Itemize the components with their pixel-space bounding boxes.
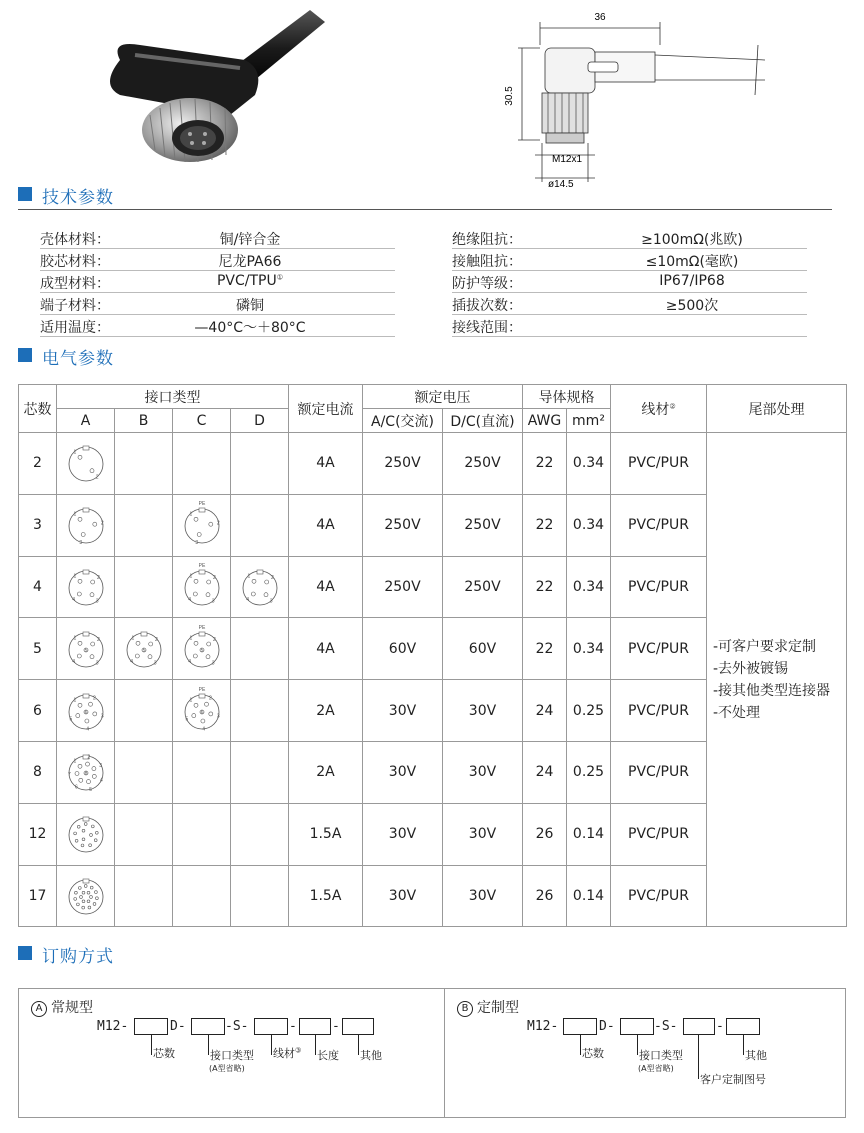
awg-cell: 24	[523, 741, 567, 803]
interface-b-cell	[115, 433, 173, 495]
tech-row: 绝缘阻抗： ≥100mΩ(兆欧)	[452, 227, 807, 249]
awg-cell: 22	[523, 556, 567, 618]
header-awg: AWG	[523, 409, 567, 433]
svg-text:1: 1	[73, 573, 76, 580]
header-d: D	[231, 409, 289, 433]
cores-cell: 4	[19, 556, 57, 618]
dim-thread-label: M12x1	[552, 154, 583, 165]
std-interface-box	[191, 1018, 225, 1035]
standard-title: A 常规型	[31, 997, 93, 1017]
tail-option: -去外被镀锡	[713, 660, 789, 677]
svg-text:1: 1	[189, 635, 192, 642]
tech-section-title: 技术参数	[42, 188, 114, 208]
dim-height-label: 30.5	[504, 86, 515, 106]
pinout-diagram-3-C	[175, 498, 229, 552]
svg-text:3: 3	[216, 713, 220, 720]
svg-text:2: 2	[216, 520, 220, 527]
svg-text:2: 2	[92, 695, 96, 702]
header-current: 额定电流	[289, 385, 363, 433]
std-wire-box	[254, 1018, 288, 1035]
dim-diameter-label: ø14.5	[548, 179, 574, 190]
cus-s: -S-	[654, 1019, 678, 1034]
svg-text:2: 2	[96, 636, 100, 643]
interface-d-cell	[231, 556, 289, 618]
current-cell: 4A	[289, 494, 363, 556]
cus-dash: -	[716, 1019, 724, 1034]
svg-text:4: 4	[99, 777, 103, 784]
cores-cell: 5	[19, 618, 57, 680]
header-voltage: 额定电压	[363, 385, 523, 409]
tech-row: 插拔次数： ≥500次	[452, 293, 807, 315]
std-d: D-	[170, 1019, 186, 1034]
section-marker	[18, 187, 32, 201]
section-marker	[18, 946, 32, 960]
wire-cell: PVC/PUR	[611, 741, 707, 803]
dc-voltage-cell: 30V	[443, 680, 523, 742]
interface-c-cell	[173, 803, 231, 865]
svg-text:2: 2	[212, 636, 216, 643]
order-section-heading	[18, 942, 832, 967]
svg-text:3: 3	[211, 598, 214, 605]
interface-d-cell	[231, 433, 289, 495]
tech-row: 胶芯材料： 尼龙PA66	[40, 249, 395, 271]
wire-cell: PVC/PUR	[611, 803, 707, 865]
interface-d-cell	[231, 865, 289, 927]
cus-interface-label: 接口类型	[639, 1049, 683, 1062]
interface-c-cell	[173, 433, 231, 495]
header-c: C	[173, 409, 231, 433]
cus-interface-box	[620, 1018, 654, 1035]
dim-width-label: 36	[594, 12, 606, 23]
interface-a-cell	[57, 741, 115, 803]
ac-voltage-cell: 30V	[363, 803, 443, 865]
svg-text:PE: PE	[198, 624, 205, 631]
std-cores-label: 芯数	[153, 1047, 175, 1060]
pinout-diagram-6-C	[175, 684, 229, 738]
elec-section-title: 电气参数	[42, 349, 114, 369]
awg-cell: 26	[523, 865, 567, 927]
interface-c-cell	[173, 680, 231, 742]
interface-d-cell	[231, 680, 289, 742]
mm2-cell: 0.34	[567, 433, 611, 495]
tech-section-heading	[18, 183, 832, 208]
interface-d-cell	[231, 494, 289, 556]
dc-voltage-cell: 250V	[443, 556, 523, 618]
svg-text:3: 3	[153, 660, 156, 667]
interface-d-cell	[231, 618, 289, 680]
current-cell: 4A	[289, 556, 363, 618]
svg-text:PE: PE	[198, 686, 205, 693]
awg-cell: 22	[523, 494, 567, 556]
svg-text:4: 4	[245, 597, 249, 604]
ac-voltage-cell: 30V	[363, 741, 443, 803]
ac-voltage-cell: 250V	[363, 433, 443, 495]
dc-voltage-cell: 30V	[443, 803, 523, 865]
svg-text:3: 3	[98, 763, 102, 770]
dc-voltage-cell: 30V	[443, 741, 523, 803]
svg-text:3: 3	[194, 539, 198, 546]
svg-text:1: 1	[73, 758, 76, 765]
svg-text:2: 2	[154, 636, 158, 643]
interface-d-cell	[231, 803, 289, 865]
header-dc: D/C(直流)	[443, 409, 523, 433]
cus-prefix: M12-	[527, 1019, 559, 1034]
wire-cell: PVC/PUR	[611, 433, 707, 495]
ac-voltage-cell: 60V	[363, 618, 443, 680]
svg-text:5: 5	[84, 647, 87, 654]
current-cell: 1.5A	[289, 803, 363, 865]
current-cell: 2A	[289, 680, 363, 742]
cus-cores-label: 芯数	[582, 1047, 604, 1060]
pinout-diagram-4-C	[175, 560, 229, 614]
std-dash: -	[289, 1019, 297, 1034]
tech-params-right	[452, 227, 807, 337]
awg-cell: 26	[523, 803, 567, 865]
interface-a-cell	[57, 865, 115, 927]
current-cell: 2A	[289, 741, 363, 803]
std-s: -S-	[225, 1019, 249, 1034]
mm2-cell: 0.25	[567, 741, 611, 803]
interface-b-cell	[115, 803, 173, 865]
current-cell: 4A	[289, 618, 363, 680]
section-rule	[18, 209, 832, 210]
ac-voltage-cell: 30V	[363, 680, 443, 742]
pinout-diagram-4-A	[59, 560, 113, 614]
tech-row: 适用温度： —40°C～＋80°C	[40, 315, 395, 337]
svg-text:4: 4	[85, 726, 89, 733]
interface-a-cell	[57, 618, 115, 680]
tech-row: 接触阻抗： ≤10mΩ(毫欧)	[452, 249, 807, 271]
svg-text:2: 2	[208, 695, 212, 702]
std-dash2: -	[332, 1019, 340, 1034]
dimension-drawing	[500, 0, 770, 190]
header-tail: 尾部处理	[707, 385, 847, 433]
svg-text:1: 1	[131, 635, 134, 642]
interface-b-cell	[115, 865, 173, 927]
std-length-box	[299, 1018, 331, 1035]
section-marker	[18, 348, 32, 362]
table-row	[19, 433, 847, 495]
pinout-diagram-5-C	[175, 622, 229, 676]
header-ac: A/C(交流)	[363, 409, 443, 433]
wire-cell: PVC/PUR	[611, 680, 707, 742]
interface-b-cell	[115, 494, 173, 556]
product-photo	[80, 0, 340, 175]
pinout-diagram-5-B	[117, 622, 171, 676]
interface-c-cell	[173, 618, 231, 680]
header-wire: 线材②	[611, 385, 707, 433]
tech-row: 端子材料： 磷铜	[40, 293, 395, 315]
std-length-label: 长度	[317, 1049, 339, 1062]
svg-text:8: 8	[84, 771, 87, 778]
cus-other-box	[726, 1018, 760, 1035]
svg-text:PE: PE	[198, 501, 205, 508]
std-other-label: 其他	[360, 1049, 382, 1062]
header-cores: 芯数	[19, 385, 57, 433]
std-prefix: M12-	[97, 1019, 129, 1034]
std-interface-label: 接口类型	[210, 1049, 254, 1062]
pinout-diagram-5-A	[59, 622, 113, 676]
interface-a-cell	[57, 556, 115, 618]
interface-b-cell	[115, 556, 173, 618]
ac-voltage-cell: 30V	[363, 865, 443, 927]
dc-voltage-cell: 60V	[443, 618, 523, 680]
svg-text:6: 6	[74, 784, 78, 791]
dc-voltage-cell: 250V	[443, 433, 523, 495]
tail-option: -接其他类型连接器	[713, 682, 831, 699]
cus-interface-note: (A型省略)	[638, 1064, 674, 1073]
svg-text:1: 1	[189, 511, 192, 518]
tech-row: 成型材料： PVC/TPU①	[40, 271, 395, 293]
tail-option: -不处理	[713, 704, 761, 721]
custom-title: B 定制型	[457, 997, 519, 1017]
cus-other-label: 其他	[745, 1049, 767, 1062]
svg-text:6: 6	[200, 709, 203, 716]
pinout-diagram-3-A	[59, 498, 113, 552]
interface-a-cell	[57, 680, 115, 742]
order-divider	[444, 989, 445, 1117]
svg-text:5: 5	[88, 787, 92, 794]
tail-options-cell	[707, 433, 847, 927]
header-mm2: mm²	[567, 409, 611, 433]
ordering-box	[18, 988, 846, 1118]
interface-a-cell	[57, 433, 115, 495]
wire-cell: PVC/PUR	[611, 556, 707, 618]
interface-b-cell	[115, 741, 173, 803]
std-other-box	[342, 1018, 374, 1035]
elec-section-heading	[18, 344, 832, 369]
svg-text:5: 5	[68, 716, 72, 723]
interface-a-cell	[57, 494, 115, 556]
wire-cell: PVC/PUR	[611, 618, 707, 680]
tech-row: 壳体材料： 铜/锌合金	[40, 227, 395, 249]
svg-text:PE: PE	[198, 562, 205, 569]
current-cell: 1.5A	[289, 865, 363, 927]
cores-cell: 17	[19, 865, 57, 927]
pinout-diagram-2-A	[59, 436, 113, 490]
cores-cell: 6	[19, 680, 57, 742]
svg-text:6: 6	[84, 709, 87, 716]
pinout-diagram-12-A	[59, 807, 113, 861]
pinout-diagram-6-A	[59, 684, 113, 738]
svg-text:2: 2	[212, 574, 216, 581]
svg-text:1: 1	[73, 511, 76, 518]
cores-cell: 8	[19, 741, 57, 803]
ac-voltage-cell: 250V	[363, 556, 443, 618]
interface-c-cell	[173, 556, 231, 618]
header-interface: 接口类型	[57, 385, 289, 409]
awg-cell: 22	[523, 618, 567, 680]
cus-cores-box	[563, 1018, 597, 1035]
awg-cell: 22	[523, 433, 567, 495]
cus-drawing-box	[683, 1018, 715, 1035]
interface-a-cell	[57, 803, 115, 865]
std-interface-note: (A型省略)	[209, 1064, 245, 1073]
svg-text:1: 1	[189, 573, 192, 580]
svg-text:4: 4	[187, 597, 191, 604]
wire-cell: PVC/PUR	[611, 865, 707, 927]
awg-cell: 24	[523, 680, 567, 742]
svg-text:5: 5	[142, 647, 145, 654]
tech-row: 接线范围：	[452, 315, 807, 337]
svg-text:7: 7	[67, 772, 71, 779]
svg-text:3: 3	[100, 713, 104, 720]
svg-text:2: 2	[270, 574, 274, 581]
header-conductor: 导体规格	[523, 385, 611, 409]
svg-text:4: 4	[71, 597, 75, 604]
svg-text:4: 4	[71, 658, 75, 665]
svg-text:3: 3	[211, 660, 214, 667]
svg-text:4: 4	[129, 658, 133, 665]
svg-text:5: 5	[184, 716, 188, 723]
svg-text:2: 2	[100, 520, 104, 527]
interface-d-cell	[231, 741, 289, 803]
interface-b-cell	[115, 680, 173, 742]
std-wire-label: 线材③	[273, 1046, 302, 1060]
svg-text:2: 2	[95, 474, 98, 481]
mm2-cell: 0.14	[567, 803, 611, 865]
tech-params-left	[40, 227, 395, 337]
interface-b-cell	[115, 618, 173, 680]
svg-text:3: 3	[95, 660, 98, 667]
cus-d: D-	[599, 1019, 615, 1034]
dc-voltage-cell: 30V	[443, 865, 523, 927]
interface-c-cell	[173, 865, 231, 927]
svg-text:1: 1	[73, 697, 76, 704]
pinout-diagram-4-D	[233, 560, 287, 614]
tech-row: 防护等级： IP67/IP68	[452, 271, 807, 293]
cus-drawing-label: 客户定制图号	[700, 1073, 766, 1086]
mm2-cell: 0.14	[567, 865, 611, 927]
dc-voltage-cell: 250V	[443, 494, 523, 556]
cores-cell: 3	[19, 494, 57, 556]
svg-text:2: 2	[96, 574, 100, 581]
svg-text:4: 4	[201, 726, 205, 733]
svg-text:3: 3	[78, 539, 82, 546]
svg-text:1: 1	[247, 573, 250, 580]
svg-text:4: 4	[187, 658, 191, 665]
cores-cell: 2	[19, 433, 57, 495]
std-cores-box	[134, 1018, 168, 1035]
svg-text:5: 5	[200, 647, 203, 654]
current-cell: 4A	[289, 433, 363, 495]
svg-text:1: 1	[189, 697, 192, 704]
cores-cell: 12	[19, 803, 57, 865]
pinout-diagram-17-A	[59, 869, 113, 923]
header-a: A	[57, 409, 115, 433]
order-section-title: 订购方式	[42, 947, 114, 967]
svg-text:2: 2	[86, 754, 90, 761]
electrical-table	[18, 384, 847, 927]
mm2-cell: 0.34	[567, 494, 611, 556]
header-b: B	[115, 409, 173, 433]
mm2-cell: 0.25	[567, 680, 611, 742]
svg-text:1: 1	[73, 449, 76, 456]
pinout-diagram-8-A	[59, 745, 113, 799]
svg-text:3: 3	[269, 598, 272, 605]
interface-c-cell	[173, 741, 231, 803]
mm2-cell: 0.34	[567, 618, 611, 680]
interface-c-cell	[173, 494, 231, 556]
wire-cell: PVC/PUR	[611, 494, 707, 556]
ac-voltage-cell: 250V	[363, 494, 443, 556]
tail-option: -可客户要求定制	[713, 638, 817, 655]
mm2-cell: 0.34	[567, 556, 611, 618]
svg-text:3: 3	[95, 598, 98, 605]
svg-text:1: 1	[73, 635, 76, 642]
